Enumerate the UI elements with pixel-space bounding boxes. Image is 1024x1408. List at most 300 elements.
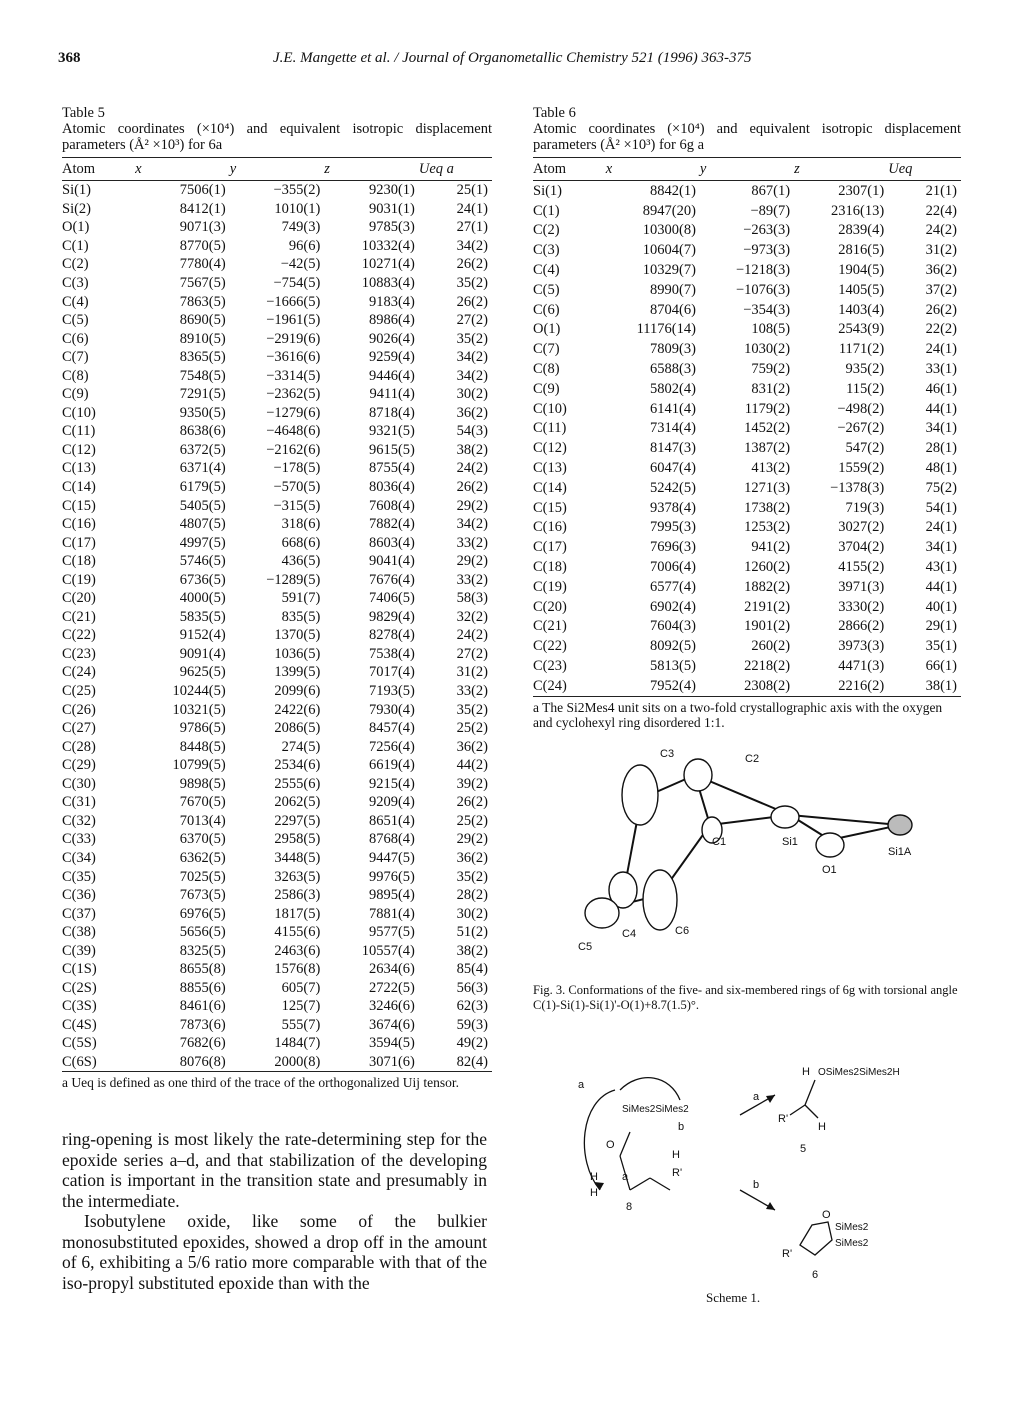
atom-cell: C(13) [533, 460, 567, 477]
value-cell: 44(2) [456, 757, 488, 774]
atom-cell: C(20) [62, 590, 96, 607]
value-cell: −1666(5) [266, 293, 321, 310]
value-cell: −1289(5) [266, 571, 321, 588]
scheme-label: a [622, 1171, 629, 1183]
table-row [62, 923, 492, 942]
atom-cell: C(9) [62, 386, 89, 403]
value-cell: 51(2) [456, 924, 488, 941]
table-row [62, 404, 492, 423]
value-cell: 58(3) [456, 590, 488, 607]
table-row [533, 636, 961, 656]
value-cell: 25(2) [456, 812, 488, 829]
table-row [62, 459, 492, 478]
atom-cell: C(10) [533, 400, 567, 417]
scheme-label: b [753, 1179, 760, 1191]
value-cell: 33(1) [925, 361, 957, 378]
table-row [62, 719, 492, 738]
atom-cell: C(24) [62, 664, 96, 681]
table-row [533, 557, 961, 577]
table-row [533, 300, 961, 320]
table-row [62, 979, 492, 998]
value-cell: 7696(3) [649, 539, 696, 556]
value-cell: 33(2) [456, 571, 488, 588]
table-row [533, 240, 961, 260]
atom-cell: C(4) [533, 262, 560, 279]
value-cell: 8092(5) [649, 638, 696, 655]
value-cell: 8755(4) [368, 460, 415, 477]
value-cell: 37(2) [925, 281, 957, 298]
bond [620, 1132, 630, 1156]
value-cell: 2463(6) [274, 942, 321, 959]
value-cell: 59(3) [456, 1016, 488, 1033]
atom-cell: C(6) [62, 330, 89, 347]
value-cell: 24(2) [925, 222, 957, 239]
value-cell: 9259(4) [368, 349, 415, 366]
column-header: Ueq [888, 158, 961, 181]
value-cell: 9446(4) [368, 367, 415, 384]
value-cell: 9378(4) [649, 499, 696, 516]
value-cell: 39(2) [456, 775, 488, 792]
table-row [62, 552, 492, 571]
atom-cell: C(7) [62, 349, 89, 366]
value-cell: 2216(2) [794, 676, 888, 696]
compound-number: 5 [800, 1143, 807, 1155]
value-cell: 1817(5) [274, 905, 321, 922]
value-cell: 2000(8) [230, 1053, 325, 1072]
value-cell: 7538(4) [368, 645, 415, 662]
atom-cell: C(23) [533, 658, 567, 675]
value-cell: 1405(5) [838, 281, 885, 298]
value-cell: 8365(5) [179, 349, 226, 366]
value-cell: 7673(5) [179, 887, 226, 904]
atom-cell: C(2) [533, 222, 560, 239]
atom-cell: C(11) [533, 420, 567, 437]
table-5-grid [62, 157, 492, 1072]
value-cell: 7873(6) [179, 1016, 226, 1033]
table-row [533, 399, 961, 419]
table-row [62, 775, 492, 794]
table-row [533, 221, 961, 241]
value-cell: 7952(4) [606, 676, 700, 696]
value-cell: 7506(1) [179, 182, 226, 199]
value-cell: −1218(3) [735, 262, 791, 279]
value-cell: 9215(4) [368, 775, 415, 792]
atom-cell: C(18) [533, 559, 567, 576]
atom-cell: C(1) [62, 237, 89, 254]
column-header: Atom [533, 158, 606, 181]
atom-ellipsoid-si1a [888, 815, 912, 835]
value-cell: 38(2) [456, 441, 488, 458]
atom-label: C3 [660, 748, 675, 760]
value-cell: 29(2) [456, 831, 488, 848]
value-cell: 1559(2) [838, 460, 885, 477]
value-cell: 9321(5) [368, 423, 415, 440]
value-cell: 125(7) [281, 998, 321, 1015]
value-cell: 10332(4) [361, 237, 415, 254]
value-cell: 6588(3) [649, 361, 696, 378]
value-cell: 2191(2) [744, 598, 791, 615]
atom-ellipsoid-c3 [622, 765, 658, 825]
value-cell: 5835(5) [179, 608, 226, 625]
value-cell: 9577(5) [368, 924, 415, 941]
value-cell: 54(1) [925, 499, 957, 516]
value-cell: 8690(5) [179, 312, 226, 329]
value-cell: 6902(4) [649, 598, 696, 615]
value-cell: −973(3) [743, 242, 791, 259]
value-cell: 2722(5) [368, 979, 415, 996]
value-cell: 21(1) [925, 182, 957, 199]
atom-cell: C(21) [533, 618, 567, 635]
page-header [58, 50, 968, 74]
table-6-caption-line2: parameters (Å² ×10³) for 6g a [533, 137, 705, 153]
value-cell: 2586(3) [274, 887, 321, 904]
value-cell: 9785(3) [368, 219, 415, 236]
value-cell: 867(1) [751, 182, 791, 199]
value-cell: −354(3) [743, 301, 791, 318]
value-cell: 8651(4) [368, 812, 415, 829]
table-5-caption-line1: Atomic coordinates (×10⁴) and equivalent isotropic displacement [62, 121, 492, 137]
atom-label: C2 [745, 753, 760, 765]
scheme-1-caption: Scheme 1. [706, 1290, 761, 1305]
value-cell: 22(2) [925, 321, 957, 338]
value-cell: 6736(5) [179, 571, 226, 588]
table-row [62, 682, 492, 701]
value-cell: 8986(4) [368, 312, 415, 329]
value-cell: 48(1) [925, 460, 957, 477]
value-cell: −570(5) [273, 479, 321, 496]
atom-cell: C(1S) [62, 961, 97, 978]
atom-label: C6 [675, 925, 690, 937]
value-cell: 2534(6) [274, 757, 321, 774]
value-cell: −89(7) [750, 202, 791, 219]
value-cell: 6976(5) [179, 905, 226, 922]
scheme-label: H [590, 1171, 598, 1183]
scheme-1-diagram [560, 1060, 970, 1320]
value-cell: 2816(5) [838, 242, 885, 259]
table-row [62, 849, 492, 868]
value-cell: 7604(3) [649, 618, 696, 635]
value-cell: 115(2) [846, 380, 885, 397]
table-row [62, 515, 492, 534]
value-cell: 8603(4) [368, 534, 415, 551]
value-cell: 26(2) [925, 301, 957, 318]
value-cell: 3971(3) [838, 578, 885, 595]
table-row [62, 533, 492, 552]
atom-label: Si1 [782, 836, 798, 848]
value-cell: 10329(7) [642, 262, 696, 279]
atom-cell: C(10) [62, 404, 96, 421]
value-cell: 6179(5) [179, 479, 226, 496]
value-cell: 935(2) [845, 361, 885, 378]
atom-cell: C(14) [533, 479, 567, 496]
table-6-footnote: a The Si2Mes4 unit sits on a two-fold crystallographic axis with the oxygen and cyclohexyl ring disordered 1:1. [533, 699, 943, 730]
value-cell: 1403(4) [838, 301, 885, 318]
value-cell: 56(3) [456, 979, 488, 996]
value-cell: −4648(6) [266, 423, 321, 440]
value-cell: 1484(7) [274, 1035, 321, 1052]
column-header: Atom [62, 158, 135, 181]
value-cell: 6372(5) [179, 441, 226, 458]
value-cell: 668(6) [281, 534, 321, 551]
atom-cell: C(15) [62, 497, 96, 514]
value-cell: 8036(4) [368, 479, 415, 496]
value-cell: 2086(5) [274, 720, 321, 737]
value-cell: 2099(6) [274, 683, 321, 700]
value-cell: 6141(4) [649, 400, 696, 417]
value-cell: 6577(4) [649, 578, 696, 595]
value-cell: 10604(7) [642, 242, 696, 259]
table-row [62, 348, 492, 367]
atom-cell: C(17) [62, 534, 96, 551]
value-cell: 3027(2) [838, 519, 885, 536]
value-cell: 4807(5) [179, 516, 226, 533]
atom-cell: C(2S) [62, 979, 97, 996]
value-cell: 9829(4) [368, 608, 415, 625]
atom-ellipsoid-c6 [643, 870, 677, 930]
value-cell: 3330(2) [838, 598, 885, 615]
page-number: 368 [58, 50, 81, 66]
atom-label: O1 [822, 864, 837, 876]
value-cell: 3704(2) [838, 539, 885, 556]
atom-cell: C(2) [62, 256, 89, 273]
table-row [62, 589, 492, 608]
value-cell: 9976(5) [368, 868, 415, 885]
value-cell: 26(2) [456, 794, 488, 811]
atom-cell: C(16) [62, 516, 96, 533]
table-row [62, 200, 492, 219]
value-cell: 85(4) [456, 961, 488, 978]
value-cell: 1171(2) [838, 341, 885, 358]
value-cell: 8990(7) [649, 281, 696, 298]
figure-3-caption: Fig. 3. Conformations of the five- and six-membered rings of 6g with torsional angle C(1)-Si(1)-Si(1)'-O(1)+8.7(1.5)°. [533, 983, 958, 1012]
curved-arrow [620, 1078, 680, 1100]
atom-cell: Si(1) [62, 182, 91, 199]
value-cell: 66(1) [925, 658, 957, 675]
value-cell: 7881(4) [368, 905, 415, 922]
value-cell: 3594(5) [368, 1035, 415, 1052]
table-row [62, 441, 492, 460]
value-cell: 34(1) [925, 420, 957, 437]
scheme-label: H [802, 1066, 810, 1078]
value-cell: 8412(1) [179, 200, 226, 217]
atom-label: C1 [712, 836, 727, 848]
value-cell: 3448(5) [274, 849, 321, 866]
table-row [62, 960, 492, 979]
table-row [62, 867, 492, 886]
atom-cell: C(37) [62, 905, 96, 922]
table-row [62, 255, 492, 274]
value-cell: 7809(3) [649, 341, 696, 358]
table-row [62, 626, 492, 645]
value-cell: 9615(5) [368, 441, 415, 458]
value-cell: 591(7) [281, 590, 321, 607]
atom-cell: C(28) [62, 738, 96, 755]
value-cell: −2362(5) [266, 386, 321, 403]
value-cell: 29(2) [456, 553, 488, 570]
table-row [533, 597, 961, 617]
value-cell: 36(2) [456, 404, 488, 421]
value-cell: 5405(5) [179, 497, 226, 514]
atom-cell: C(13) [62, 460, 96, 477]
table-row [62, 385, 492, 404]
table-row [62, 218, 492, 237]
atom-cell: C(6S) [62, 1053, 135, 1072]
atom-cell: C(20) [533, 598, 567, 615]
atom-cell: C(36) [62, 887, 96, 904]
scheme-label: a [753, 1091, 760, 1103]
atom-cell: C(33) [62, 831, 96, 848]
value-cell: −42(5) [280, 256, 321, 273]
value-cell: 1260(2) [744, 559, 791, 576]
compound-number: 8 [626, 1201, 633, 1213]
atom-cell: C(27) [62, 720, 96, 737]
scheme-label: R' [782, 1248, 793, 1260]
atom-cell: C(5) [62, 312, 89, 329]
value-cell: 11176(14) [636, 321, 696, 338]
table-6-grid [533, 157, 961, 697]
table-row [533, 438, 961, 458]
table-row [62, 274, 492, 293]
value-cell: 34(2) [456, 516, 488, 533]
value-cell: 5746(5) [179, 553, 226, 570]
scheme-label: OSiMes2SiMes2H [818, 1067, 900, 1078]
value-cell: 96(6) [288, 237, 321, 254]
value-cell: 1036(5) [274, 645, 321, 662]
scheme-label: SiMes2 [835, 1222, 869, 1233]
atom-cell: C(3S) [62, 998, 97, 1015]
value-cell: −267(2) [837, 420, 885, 437]
atom-cell: C(23) [62, 645, 96, 662]
value-cell: −1076(3) [735, 281, 791, 298]
table-row [533, 280, 961, 300]
value-cell: 9895(4) [368, 887, 415, 904]
column-header: Ueq a [419, 158, 492, 181]
atom-cell: C(12) [62, 441, 96, 458]
value-cell: 27(2) [456, 312, 488, 329]
value-cell: −315(5) [273, 497, 321, 514]
value-cell: 9447(5) [368, 849, 415, 866]
atom-cell: C(26) [62, 701, 96, 718]
value-cell: 24(2) [456, 627, 488, 644]
scheme-label: O [822, 1209, 831, 1221]
table-5-caption-line2: parameters (Å² ×10³) for 6a [62, 137, 223, 153]
value-cell: 7780(4) [179, 256, 226, 273]
atom-cell: C(8) [533, 361, 560, 378]
table-row [62, 292, 492, 311]
value-cell: 1179(2) [744, 400, 791, 417]
value-cell: 4471(3) [838, 658, 885, 675]
value-cell: 1904(5) [838, 262, 885, 279]
scheme-label: b [678, 1121, 685, 1133]
value-cell: 8910(5) [179, 330, 226, 347]
atom-cell: C(3) [62, 275, 89, 291]
value-cell: 9183(4) [368, 293, 415, 310]
value-cell: −1378(3) [830, 479, 885, 496]
value-cell: 28(1) [925, 440, 957, 457]
value-cell: 7930(4) [368, 701, 415, 718]
value-cell: 6370(5) [179, 831, 226, 848]
column-header: x [606, 158, 700, 181]
value-cell: 1030(2) [744, 341, 791, 358]
value-cell: 8147(3) [649, 440, 696, 457]
value-cell: 7548(5) [179, 367, 226, 384]
bond [805, 1105, 818, 1118]
atom-cell: Si(2) [62, 200, 91, 217]
value-cell: 9091(4) [179, 645, 226, 662]
value-cell: 7567(5) [179, 275, 226, 291]
atom-cell: C(8) [62, 367, 89, 384]
scheme-label: H [590, 1187, 598, 1199]
value-cell: 260(2) [751, 638, 791, 655]
value-cell: −178(5) [273, 460, 321, 477]
atom-cell: C(39) [62, 942, 96, 959]
value-cell: 46(1) [925, 380, 957, 397]
atom-cell: C(22) [62, 627, 96, 644]
atom-ellipsoid-si1 [771, 806, 799, 828]
value-cell: 33(2) [456, 534, 488, 551]
atom-cell: C(11) [62, 423, 96, 440]
value-cell: 1010(1) [274, 200, 321, 217]
value-cell: 2308(2) [700, 676, 794, 696]
bond [650, 1178, 670, 1190]
value-cell: 7193(5) [368, 683, 415, 700]
value-cell: 24(1) [456, 200, 488, 217]
value-cell: 7406(5) [368, 590, 415, 607]
value-cell: 40(1) [925, 598, 957, 615]
value-cell: 6619(4) [368, 757, 415, 774]
value-cell: 4155(2) [838, 559, 885, 576]
value-cell: 25(1) [456, 182, 488, 199]
bond [790, 815, 900, 825]
scheme-label: O [606, 1139, 615, 1151]
value-cell: 1738(2) [744, 499, 791, 516]
table-row [62, 737, 492, 756]
value-cell: 8325(5) [179, 942, 226, 959]
atom-cell: C(4S) [62, 1016, 97, 1033]
value-cell: 108(5) [751, 321, 791, 338]
atom-cell: C(21) [62, 608, 96, 625]
paragraph: Isobutylene oxide, like some of the bulkier monosubstituted epoxides, showed a drop off in the amount of 6, exhibiting a 5/6 ratio more comparable with that of the iso-propyl substituted epoxide than with the [62, 1211, 487, 1293]
atom-cell: C(35) [62, 868, 96, 885]
table-row [533, 656, 961, 676]
atom-cell: C(22) [533, 638, 567, 655]
table-row [62, 422, 492, 441]
atom-cell: C(24) [533, 676, 606, 696]
value-cell: 7013(4) [179, 812, 226, 829]
value-cell: 2555(6) [274, 775, 321, 792]
scheme-label: R' [778, 1113, 789, 1125]
table-row [533, 518, 961, 538]
scheme-label: R' [672, 1167, 683, 1179]
value-cell: 9026(4) [368, 330, 415, 347]
value-cell: 8947(20) [642, 202, 696, 219]
body-text [62, 1129, 487, 1293]
value-cell: 749(3) [281, 219, 321, 236]
atom-cell: C(6) [533, 301, 560, 318]
value-cell: 33(2) [456, 683, 488, 700]
value-cell: 10799(5) [172, 757, 226, 774]
atom-cell: C(16) [533, 519, 567, 536]
atom-cell: C(15) [533, 499, 567, 516]
value-cell: 10321(5) [172, 701, 226, 718]
value-cell: 8768(4) [368, 831, 415, 848]
table-row [62, 329, 492, 348]
atom-cell: C(4) [62, 293, 89, 310]
atom-cell: C(31) [62, 794, 96, 811]
value-cell: 719(3) [845, 499, 885, 516]
value-cell: 75(2) [925, 479, 957, 496]
value-cell: 24(2) [456, 460, 488, 477]
